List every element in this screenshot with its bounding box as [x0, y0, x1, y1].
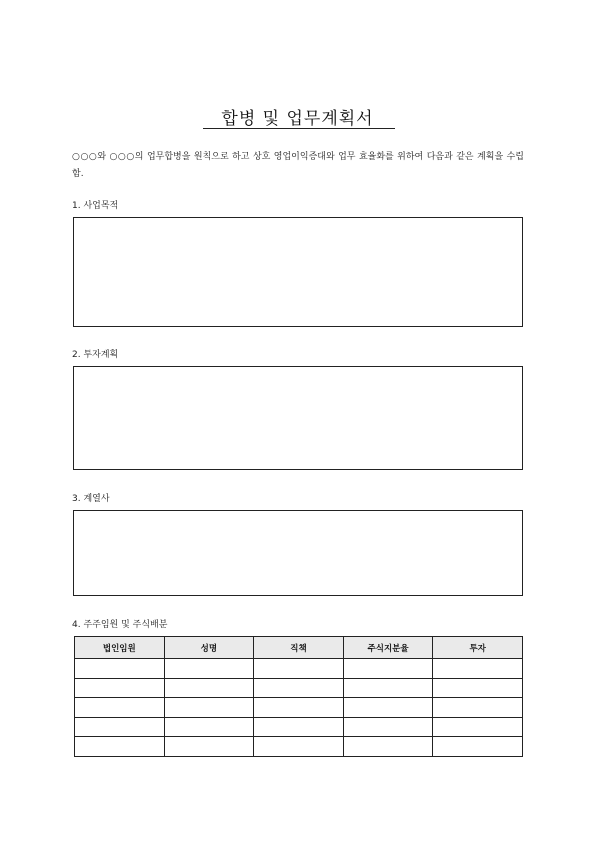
table-cell[interactable] — [254, 659, 344, 679]
table-cell[interactable] — [433, 678, 523, 698]
intro-paragraph: ○○○와 ○○○의 업무합병을 원칙으로 하고 상호 영업이익증대와 업무 효율화를 위하여 다음과 같은 계획을 수립함. — [72, 152, 524, 179]
table-cell[interactable] — [75, 717, 165, 737]
shareholder-table — [74, 636, 523, 757]
table-cell[interactable] — [164, 678, 254, 698]
table-cell[interactable] — [343, 678, 433, 698]
title-underline — [203, 128, 395, 129]
header-position: 직책 — [254, 637, 344, 659]
section-label-shareholders: 4. 주주임원 및 주식배분 — [72, 620, 168, 630]
table-row — [75, 737, 523, 757]
table-header-row — [75, 637, 523, 659]
table-row — [75, 678, 523, 698]
table-row — [75, 698, 523, 718]
header-share-ratio: 주식지분율 — [343, 637, 433, 659]
table-cell[interactable] — [433, 659, 523, 679]
table-cell[interactable] — [75, 698, 165, 718]
table-cell[interactable] — [75, 678, 165, 698]
header-corporate-officer: 법인임원 — [75, 637, 165, 659]
table-cell[interactable] — [164, 737, 254, 757]
table-cell[interactable] — [254, 678, 344, 698]
table-cell[interactable] — [164, 659, 254, 679]
table-cell[interactable] — [164, 717, 254, 737]
table-cell[interactable] — [254, 698, 344, 718]
table-cell[interactable] — [164, 698, 254, 718]
table-cell[interactable] — [75, 737, 165, 757]
table-cell[interactable] — [433, 717, 523, 737]
section-label-business-purpose: 1. 사업목적 — [72, 201, 119, 211]
investment-plan-field[interactable] — [73, 366, 523, 470]
table-cell[interactable] — [343, 737, 433, 757]
section-label-affiliates: 3. 계열사 — [72, 494, 110, 504]
table-cell[interactable] — [254, 717, 344, 737]
table-cell[interactable] — [433, 698, 523, 718]
table-cell[interactable] — [75, 659, 165, 679]
header-investment: 투자 — [433, 637, 523, 659]
business-purpose-field[interactable] — [73, 217, 523, 327]
table-cell[interactable] — [343, 717, 433, 737]
section-label-investment-plan: 2. 투자계획 — [72, 350, 119, 360]
affiliates-field[interactable] — [73, 510, 523, 596]
table-row — [75, 659, 523, 679]
table-cell[interactable] — [433, 737, 523, 757]
document-title: 합병 및 업무계획서 — [221, 109, 374, 129]
table-cell[interactable] — [343, 659, 433, 679]
table-cell[interactable] — [343, 698, 433, 718]
table-row — [75, 717, 523, 737]
table-cell[interactable] — [254, 737, 344, 757]
header-name: 성명 — [164, 637, 254, 659]
